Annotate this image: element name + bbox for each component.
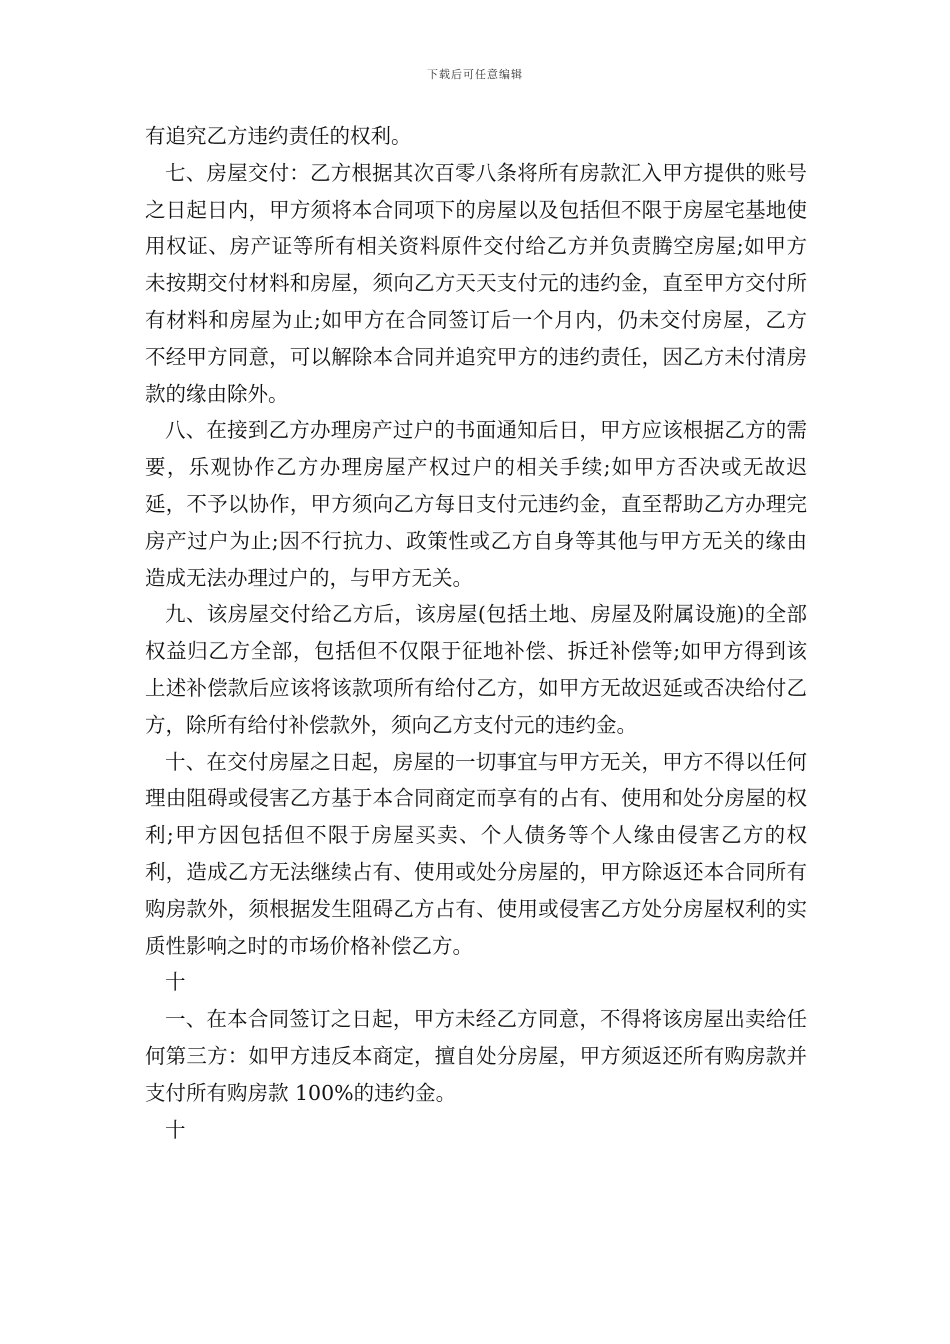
paragraph-continuation: 有追究乙方违约责任的权利。 [145, 124, 412, 148]
paragraph-clause-11: 一、在本合同签订之日起，甲方未经乙方同意，不得将该房屋出卖给任何第三方：如甲方违反本商定，擅自处分房屋，甲方须返还所有购房款并支付所有购房款 100%的违约金。 [145, 1007, 807, 1105]
page-header: 下载后可任意编辑 [427, 68, 523, 81]
paragraph-clause-7: 七、房屋交付：乙方根据其次百零八条将所有房款汇入甲方提供的账号之日起日内，甲方须将本合同项下的房屋以及包括但不限于房屋宅基地使用权证、房产证等所有相关资料原件交付给乙方并负责腾空房屋;如甲方未按期交付材料和房屋，须向乙方天天支付元的违约金，直至甲方交付所有材料和房屋为止;如甲方在合同签订后一个月内，仍未交付房屋，乙方不经甲方同意，可以解除本合同并追究甲方的违约责任，因乙方未付清房款的缘由除外。 [145, 160, 807, 406]
paragraph-clause-10: 十、在交付房屋之日起，房屋的一切事宜与甲方无关，甲方不得以任何理由阻碍或侵害乙方基于本合同商定而享有的占有、使用和处分房屋的权利;甲方因包括但不限于房屋买卖、个人债务等个人缘由侵害乙方的权利，造成乙方无法继续占有、使用或处分房屋的，甲方除返还本合同所有购房款外，须根据发生阻碍乙方占有、使用或侵害乙方处分房屋权利的实质性影响之时的市场价格补偿乙方。 [145, 749, 807, 958]
paragraph-clause-9: 九、该房屋交付给乙方后，该房屋(包括土地、房屋及附属设施)的全部权益归乙方全部，包括但不仅限于征地补偿、拆迁补偿等;如甲方得到该上述补偿款后应该将该款项所有给付乙方，如甲方无故迟延或否决给付乙方，除所有给付补偿款外，须向乙方支付元的违约金。 [145, 602, 807, 737]
paragraph-clause-8: 八、在接到乙方办理房产过户的书面通知后日，甲方应该根据乙方的需要，乐观协作乙方办理房屋产权过户的相关手续;如甲方否决或无故迟延，不予以协作，甲方须向乙方每日支付元违约金，直至帮助乙方办理完房产过户为止;因不行抗力、政策性或乙方自身等其他与甲方无关的缘由造成无法办理过户的，与甲方无关。 [145, 418, 807, 590]
document-body [145, 118, 807, 1148]
paragraph-clause-11-number: 十 [165, 970, 186, 995]
paragraph-clause-12-number: 十 [165, 1117, 186, 1142]
